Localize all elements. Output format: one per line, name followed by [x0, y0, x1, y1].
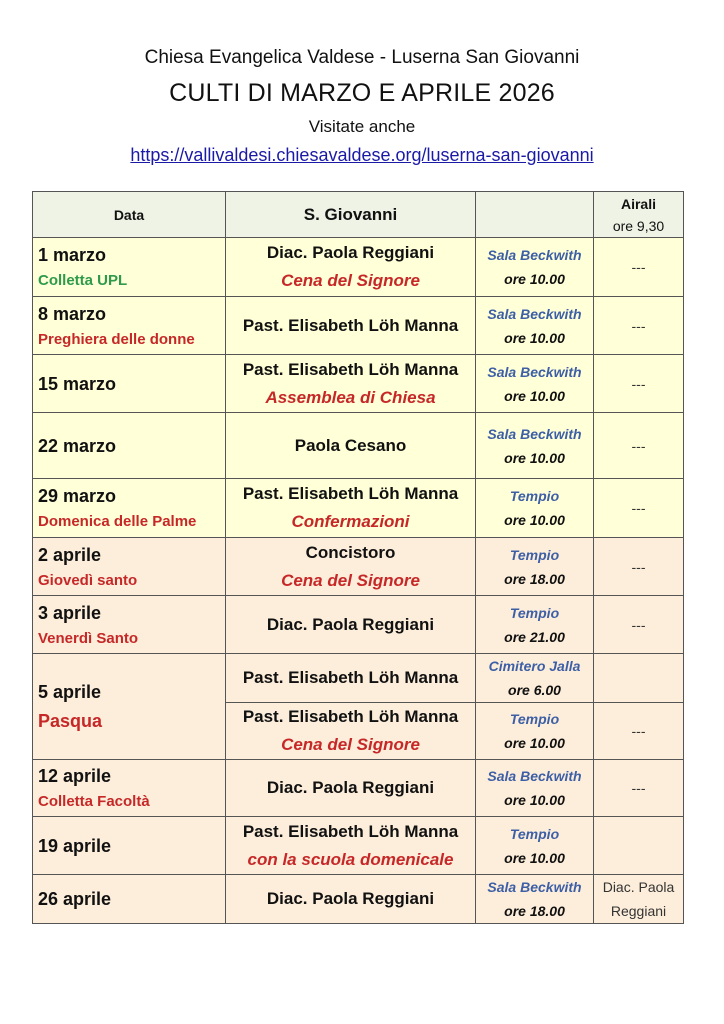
table-row [33, 297, 684, 355]
place-cell [476, 297, 594, 355]
visit-label: Visitate anche [308, 117, 416, 136]
service-time: ore 10.00 [504, 387, 565, 404]
place-cell [476, 538, 594, 596]
celebrant: Past. Elisabeth Löh Manna [242, 707, 459, 726]
table-header-row [33, 192, 684, 238]
service-event: con la scuola domenicale [247, 849, 454, 869]
table-row [33, 413, 684, 479]
date-label: 5 aprile [38, 681, 102, 702]
place-cell [476, 875, 594, 924]
service-event: Cena del Signore [281, 271, 420, 290]
celebrant: Past. Elisabeth Löh Manna [242, 668, 459, 687]
celebrant-cell [226, 297, 476, 355]
service-time: ore 18.00 [504, 903, 565, 919]
celebrant-cell [226, 654, 476, 703]
airali-cell: Diac. Paola Reggiani [594, 875, 684, 924]
airali-label: Airali [620, 195, 656, 212]
celebrant: Concistoro [305, 542, 396, 562]
service-place: Tempio [509, 488, 560, 504]
service-time: ore 10.00 [504, 329, 565, 346]
date-note: Pasqua [38, 710, 103, 731]
service-time: ore 18.00 [504, 570, 565, 587]
date-cell [33, 413, 226, 479]
service-event: Assemblea di Chiesa [265, 387, 436, 407]
col-header-airali [594, 192, 684, 238]
celebrant-cell [226, 875, 476, 924]
date-cell [33, 760, 226, 817]
place-cell [476, 596, 594, 654]
table-row [33, 596, 684, 654]
table-row [33, 538, 684, 596]
airali-cell [594, 654, 684, 703]
celebrant: Diac. Paola Reggiani [266, 614, 435, 634]
date-cell [33, 238, 226, 297]
airali-cell: --- [594, 596, 684, 654]
date-cell [33, 596, 226, 654]
airali-cell: --- [594, 297, 684, 355]
airali-time: ore 9,30 [612, 217, 665, 234]
celebrant-cell [226, 703, 476, 760]
service-time: ore 10.00 [504, 849, 565, 866]
service-place: Tempio [509, 711, 560, 727]
place-cell [476, 817, 594, 875]
website-link[interactable]: https://vallivaldesi.chiesavaldese.org/luserna-san-giovanni [130, 145, 594, 165]
service-place: Sala Beckwith [487, 247, 582, 263]
service-time: ore 10.00 [504, 512, 565, 528]
date-label: 15 marzo [38, 373, 117, 394]
celebrant-cell [226, 596, 476, 654]
service-place: Tempio [509, 604, 560, 621]
airali-cell: --- [594, 703, 684, 760]
col-header-san-giovanni: S. Giovanni [226, 192, 476, 238]
airali-cell: --- [594, 355, 684, 413]
celebrant-cell [226, 413, 476, 479]
celebrant-cell [226, 238, 476, 297]
place-cell [476, 654, 594, 703]
date-label: 22 marzo [38, 435, 117, 456]
date-label: 2 aprile [38, 544, 102, 565]
celebrant-cell [226, 817, 476, 875]
airali-cell: --- [594, 760, 684, 817]
date-note: Giovedì santo [38, 571, 138, 589]
date-cell [33, 479, 226, 538]
table-row [33, 817, 684, 875]
celebrant-cell [226, 355, 476, 413]
service-event: Cena del Signore [281, 570, 420, 590]
table-row [33, 479, 684, 538]
service-time: ore 10.00 [504, 271, 565, 287]
date-cell [33, 355, 226, 413]
table-row [33, 355, 684, 413]
service-place: Sala Beckwith [487, 425, 582, 442]
celebrant: Past. Elisabeth Löh Manna [242, 821, 459, 841]
date-label: 12 aprile [38, 766, 112, 786]
page-title: CULTI DI MARZO E APRILE 2026 [169, 79, 555, 107]
service-time: ore 10.00 [504, 449, 565, 466]
date-label: 3 aprile [38, 602, 102, 623]
date-cell [33, 538, 226, 596]
service-time: ore 21.00 [504, 628, 565, 645]
service-event: Confermazioni [291, 512, 410, 531]
church-name: Chiesa Evangelica Valdese - Luserna San Giovanni [144, 47, 580, 68]
date-label: 19 aprile [38, 835, 112, 856]
celebrant: Past. Elisabeth Löh Manna [242, 359, 459, 379]
table-row [33, 654, 684, 703]
date-note: Colletta Facoltà [38, 793, 150, 810]
date-cell [33, 297, 226, 355]
service-place: Sala Beckwith [487, 768, 582, 784]
celebrant: Diac. Paola Reggiani [266, 889, 435, 908]
place-cell [476, 413, 594, 479]
place-cell [476, 479, 594, 538]
service-place: Sala Beckwith [487, 305, 582, 322]
service-place: Tempio [509, 546, 560, 563]
celebrant-cell [226, 760, 476, 817]
service-place: Cimitero Jalla [488, 658, 581, 674]
date-label: 8 marzo [38, 303, 107, 324]
date-cell [33, 875, 226, 924]
date-note: Preghiera delle donne [38, 330, 195, 348]
airali-cell: --- [594, 238, 684, 297]
service-place: Sala Beckwith [487, 879, 582, 895]
table-row [33, 760, 684, 817]
col-header-place [476, 192, 594, 238]
celebrant-cell [226, 538, 476, 596]
celebrant: Diac. Paola Reggiani [266, 778, 435, 797]
service-place: Tempio [509, 825, 560, 842]
airali-cell: --- [594, 479, 684, 538]
website-link-container [0, 145, 724, 166]
celebrant: Past. Elisabeth Löh Manna [242, 315, 459, 335]
service-place: Sala Beckwith [487, 363, 582, 380]
service-time: ore 10.00 [504, 792, 565, 808]
table-row [33, 238, 684, 297]
schedule-table [32, 191, 684, 924]
service-time: ore 10.00 [504, 735, 565, 751]
service-time: ore 6.00 [508, 682, 561, 698]
celebrant: Diac. Paola Reggiani [266, 243, 435, 262]
date-note: Venerdì Santo [38, 629, 139, 647]
table-row [33, 875, 684, 924]
date-label: 1 marzo [38, 245, 107, 265]
place-cell [476, 355, 594, 413]
date-label: 26 aprile [38, 889, 112, 909]
place-cell [476, 703, 594, 760]
date-label: 29 marzo [38, 486, 117, 506]
airali-cell: --- [594, 413, 684, 479]
place-cell [476, 760, 594, 817]
date-cell [33, 654, 226, 760]
date-cell [33, 817, 226, 875]
place-cell [476, 238, 594, 297]
date-note: Domenica delle Palme [38, 513, 197, 530]
celebrant: Paola Cesano [294, 435, 407, 455]
col-header-date: Data [33, 192, 226, 238]
airali-cell: --- [594, 538, 684, 596]
date-note: Colletta UPL [38, 272, 128, 289]
celebrant: Past. Elisabeth Löh Manna [242, 484, 459, 503]
airali-cell [594, 817, 684, 875]
service-event: Cena del Signore [281, 735, 420, 754]
celebrant-cell [226, 479, 476, 538]
